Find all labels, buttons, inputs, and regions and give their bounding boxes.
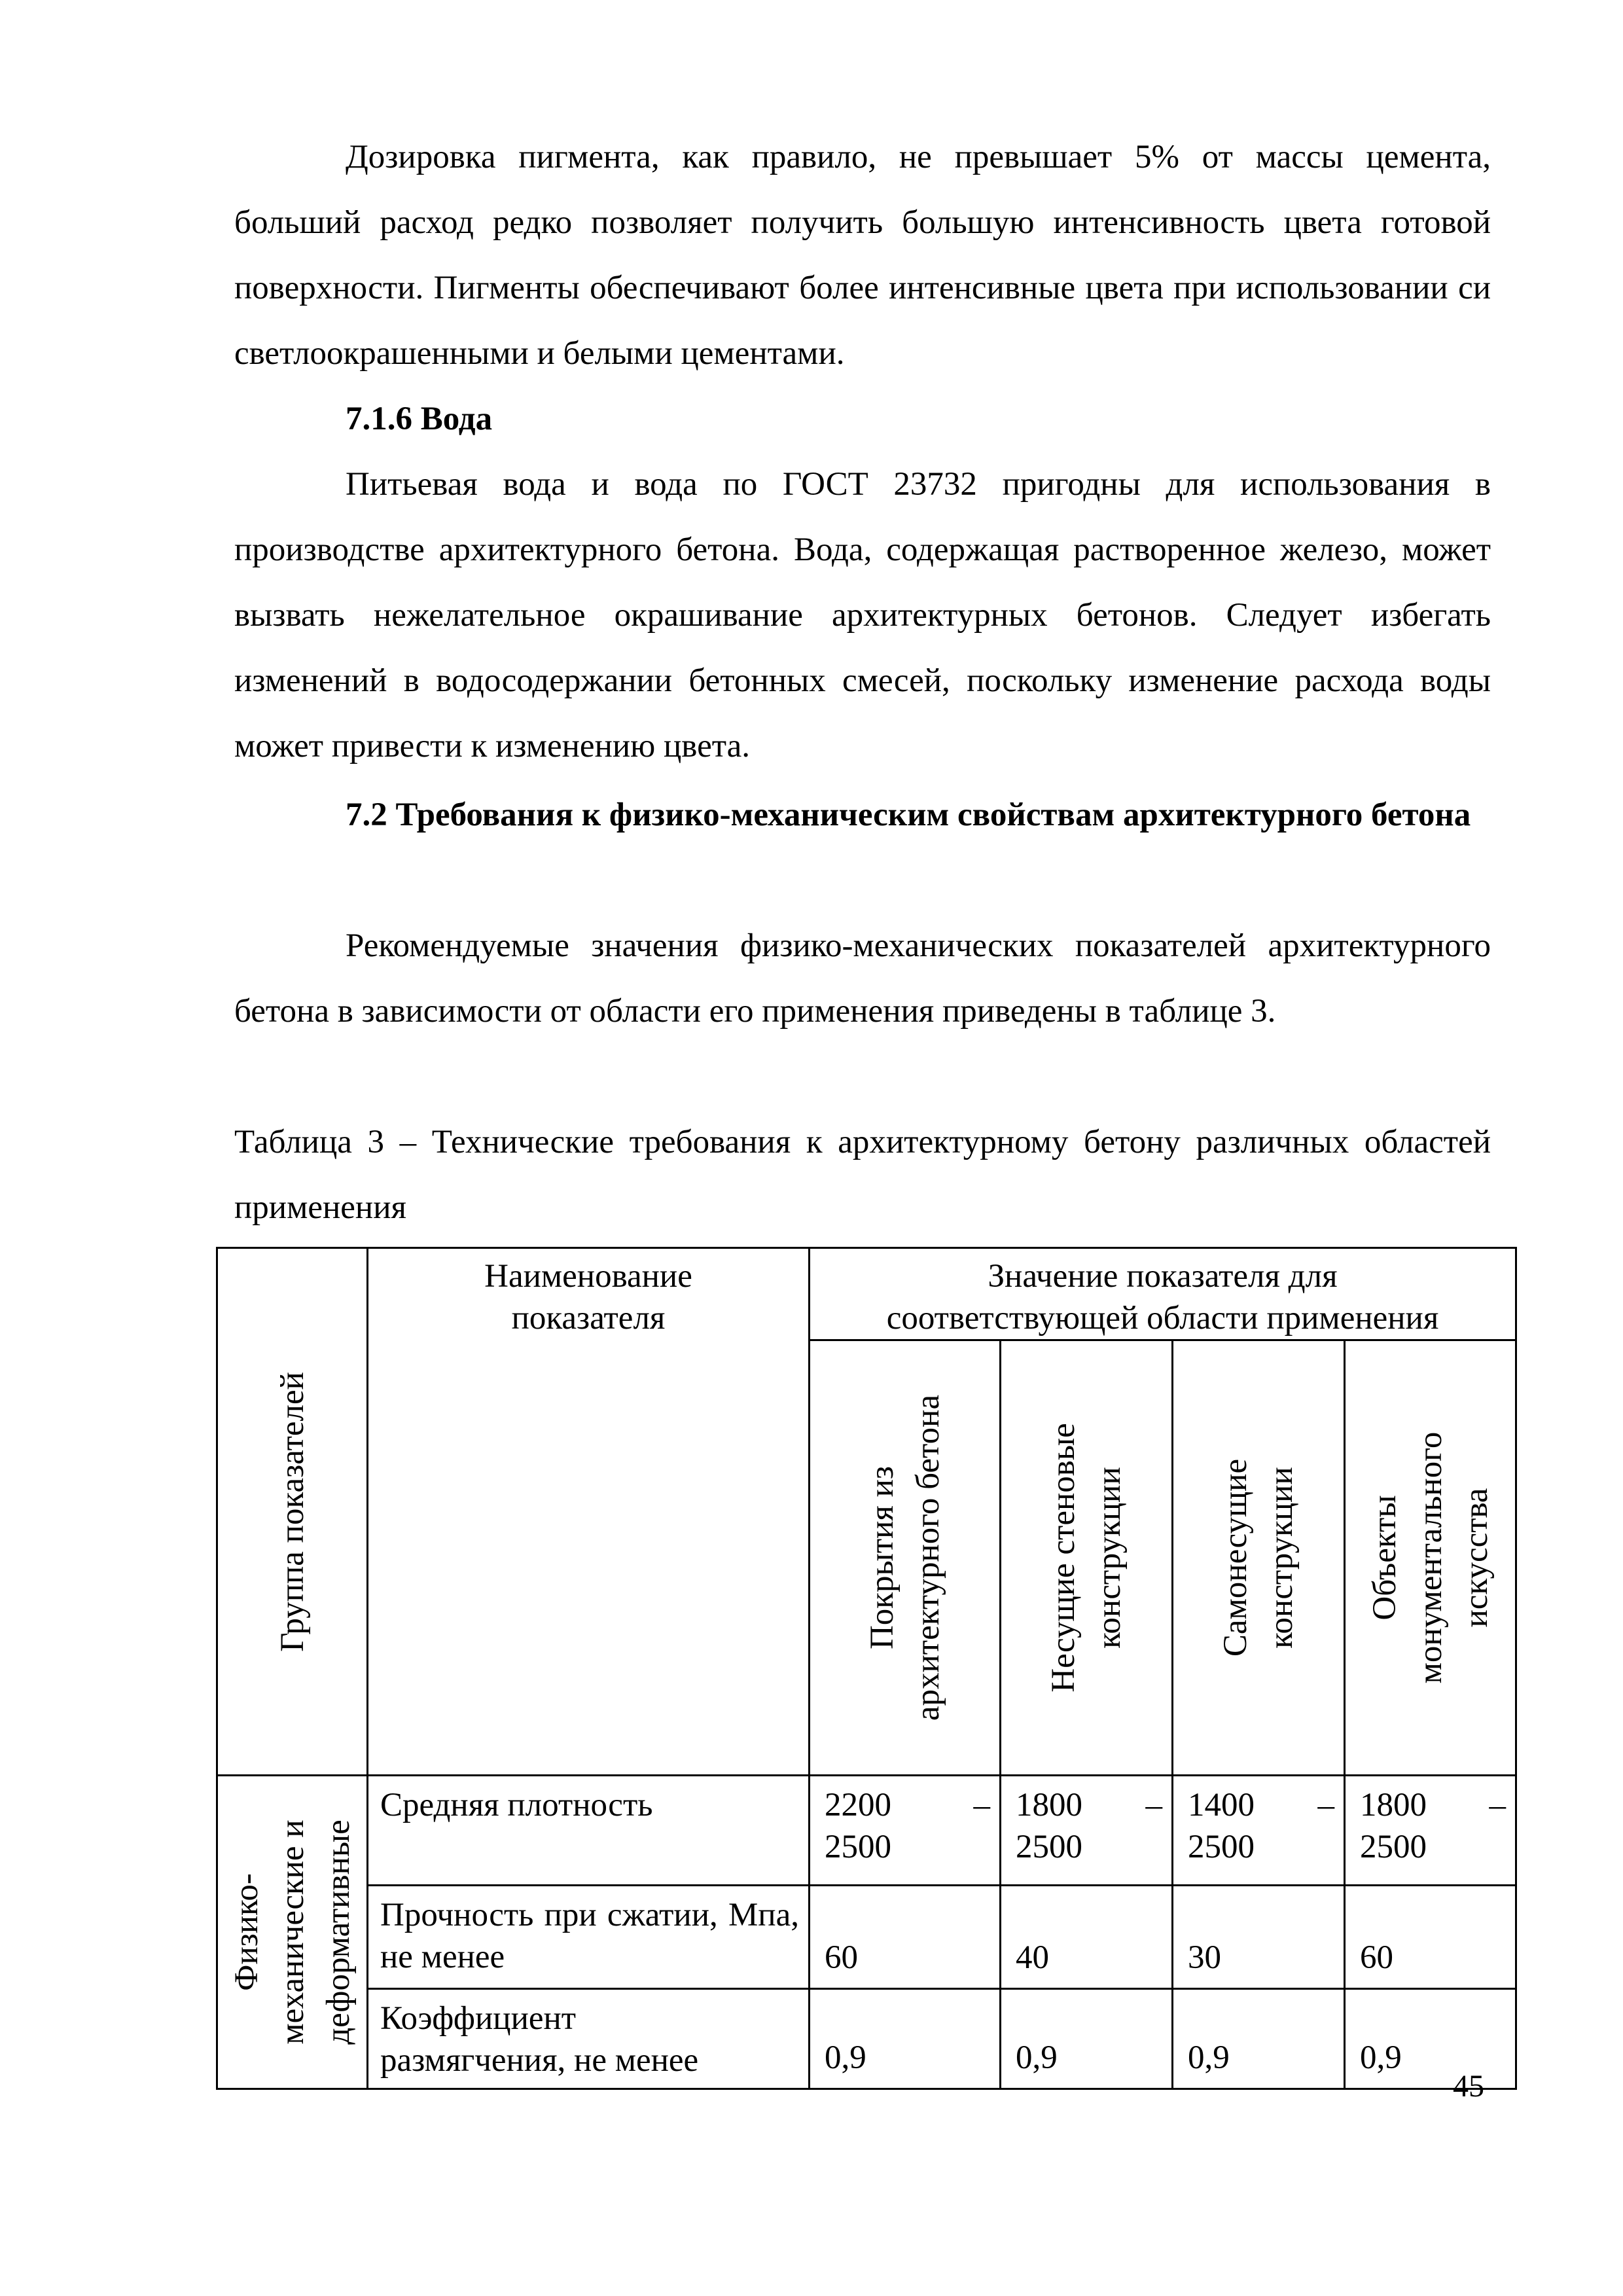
column-header-bearing-walls: Несущие стеновые конструкции	[1045, 1423, 1128, 1693]
value-header-line1: Значение показателя для	[988, 1258, 1338, 1295]
section-heading: 7.2 Требования к физико-механическим свойствам архитектурного бетона	[346, 797, 1471, 833]
value-cell: 1800 – 2500	[1345, 1776, 1516, 1886]
table-row	[217, 1989, 1516, 2089]
value-cell: 30	[1173, 1886, 1345, 1989]
value-cell: 60	[810, 1886, 1001, 1989]
group-header: Группа показателей	[274, 1371, 311, 1652]
group-header-cell	[217, 1248, 368, 1776]
column-header-coatings: Покрытия из архитектурного бетона	[863, 1394, 946, 1721]
value-cell: 2200 – 2500	[810, 1776, 1001, 1886]
value-cell: 0,9	[1001, 1989, 1173, 2089]
spec-table	[216, 1247, 1517, 2090]
page-number: 45	[1453, 2069, 1484, 2104]
table-caption: Таблица 3 – Технические требования к архитектурному бетону различных областей применения	[234, 1124, 1491, 1226]
value-cell: 0,9	[810, 1989, 1001, 2089]
column-header-cell	[1173, 1340, 1345, 1776]
column-header-cell	[1345, 1340, 1516, 1776]
heading-water: 7.1.6 Вода	[346, 401, 493, 437]
name-header-line1: Наименование	[484, 1258, 692, 1295]
row-name: Прочность при сжатии, Мпа, не менее	[368, 1886, 810, 1989]
name-header-cell	[368, 1248, 810, 1776]
value-cell: 0,9	[1345, 1989, 1516, 2089]
name-header-line2: показателя	[511, 1300, 666, 1336]
value-cell: 40	[1001, 1886, 1173, 1989]
paragraph-pigment: Дозировка пигмента, как правило, не превышает 5% от массы цемента, больший расход редко позволяет получить большую интенсивность цвета готовой поверхности. Пигменты обеспечивают более интенсивные цвета при использовании си светлоокрашенными и белыми цементами.	[234, 139, 1491, 372]
table-row	[217, 1776, 1516, 1886]
table-row	[217, 1886, 1516, 1989]
column-header-self-bearing: Самонесущие конструкции	[1217, 1458, 1300, 1657]
column-header-monuments: Объекты монументального искусства	[1366, 1431, 1495, 1684]
column-header-cell	[1001, 1340, 1173, 1776]
value-cell: 0,9	[1173, 1989, 1345, 2089]
value-header-cell	[810, 1248, 1516, 1340]
row-name: Средняя плотность	[368, 1776, 810, 1886]
row-name: Коэффициент размягчения, не менее	[368, 1989, 810, 2089]
column-header-cell	[810, 1340, 1001, 1776]
value-cell: 1800 – 2500	[1001, 1776, 1173, 1886]
value-cell: 1400 – 2500	[1173, 1776, 1345, 1886]
group-label: Физико- механические и деформативные	[228, 1820, 357, 2045]
table-header-row	[217, 1248, 1516, 1340]
value-cell: 60	[1345, 1886, 1516, 1989]
group-label-cell	[217, 1776, 368, 2089]
paragraph-water: Питьевая вода и вода по ГОСТ 23732 пригодны для использования в производстве архитектурного бетона. Вода, содержащая растворенное железо, может вызвать нежелательное окрашивание архитектурных бетонов. Следует избегать изменений в водосодержании бетонных смесей, поскольку изменение расхода воды может привести к изменению цвета.	[234, 466, 1491, 764]
paragraph-recommend: Рекомендуемые значения физико-механических показателей архитектурного бетона в зависимости от области его применения приведены в таблице 3.	[234, 927, 1491, 1030]
value-header-line2: соответствующей области применения	[886, 1300, 1439, 1336]
